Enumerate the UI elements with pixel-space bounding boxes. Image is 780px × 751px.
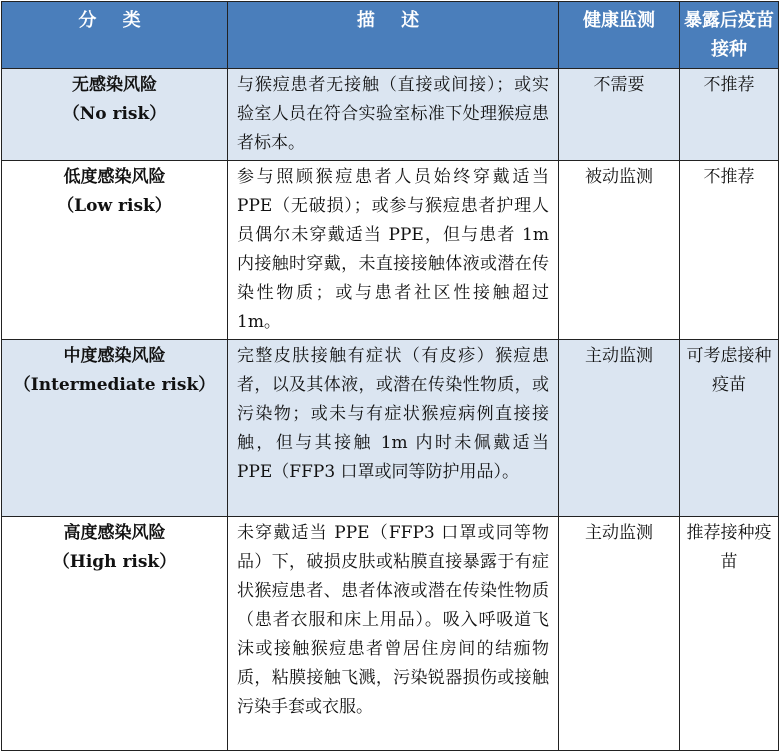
header-category: 分 类 xyxy=(2,2,228,69)
description-cell: 与猴痘患者无接触（直接或间接）；或实验室人员在符合实验室标准下处理猴痘患者标本。 xyxy=(228,69,559,161)
risk-classification-table xyxy=(1,1,779,751)
category-en: （No risk） xyxy=(62,104,167,124)
category-en: （High risk） xyxy=(52,552,177,572)
category-cell xyxy=(2,340,228,517)
monitoring-cell: 主动监测 xyxy=(559,340,680,517)
header-vaccine: 暴露后疫苗接种 xyxy=(680,2,779,69)
category-cn: 无感染风险 xyxy=(72,75,157,95)
monitoring-cell: 不需要 xyxy=(559,69,680,161)
description-cell: 参与照顾猴痘患者人员始终穿戴适当 PPE（无破损）；或参与猴痘患者护理人员偶尔未穿戴适当 PPE，但与患者 1m 内接触时穿戴，未直接接触体液或潜在传染性物质；或与患者社区性接触超过 1m。 xyxy=(228,161,559,340)
category-cn: 高度感染风险 xyxy=(63,523,166,543)
category-cell xyxy=(2,517,228,751)
category-cn: 中度感染风险 xyxy=(63,346,166,366)
description-cell: 未穿戴适当 PPE（FFP3 口罩或同等物品）下，破损皮肤或粘膜直接暴露于有症状猴痘患者、患者体液或潜在传染性物质（患者衣服和床上用品）。吸入呼吸道飞沫或接触猴痘患者曾居住房间的结痂物质，粘膜接触飞溅，污染锐器损伤或接触污染手套或衣服。 xyxy=(228,517,559,751)
table-row xyxy=(2,161,779,340)
category-cell xyxy=(2,161,228,340)
description-cell: 完整皮肤接触有症状（有皮疹）猴痘患者，以及其体液，或潜在传染性物质，或污染物；或未与有症状猴痘病例直接接触，但与其接触 1m 内时未佩戴适当 PPE（FFP3 口罩或同等防护用品）。 xyxy=(228,340,559,517)
header-description: 描 述 xyxy=(228,2,559,69)
table-row xyxy=(2,69,779,161)
monitoring-cell: 被动监测 xyxy=(559,161,680,340)
table-row xyxy=(2,517,779,751)
header-monitoring: 健康监测 xyxy=(559,2,680,69)
vaccine-cell: 不推荐 xyxy=(680,161,779,340)
table-row xyxy=(2,340,779,517)
monitoring-cell: 主动监测 xyxy=(559,517,680,751)
category-en: （Low risk） xyxy=(57,196,172,216)
category-en: （Intermediate risk） xyxy=(13,375,216,395)
category-cell xyxy=(2,69,228,161)
vaccine-cell: 可考虑接种疫苗 xyxy=(680,340,779,517)
category-cn: 低度感染风险 xyxy=(63,167,166,187)
vaccine-cell: 不推荐 xyxy=(680,69,779,161)
table-header-row xyxy=(2,2,779,69)
vaccine-cell: 推荐接种疫苗 xyxy=(680,517,779,751)
